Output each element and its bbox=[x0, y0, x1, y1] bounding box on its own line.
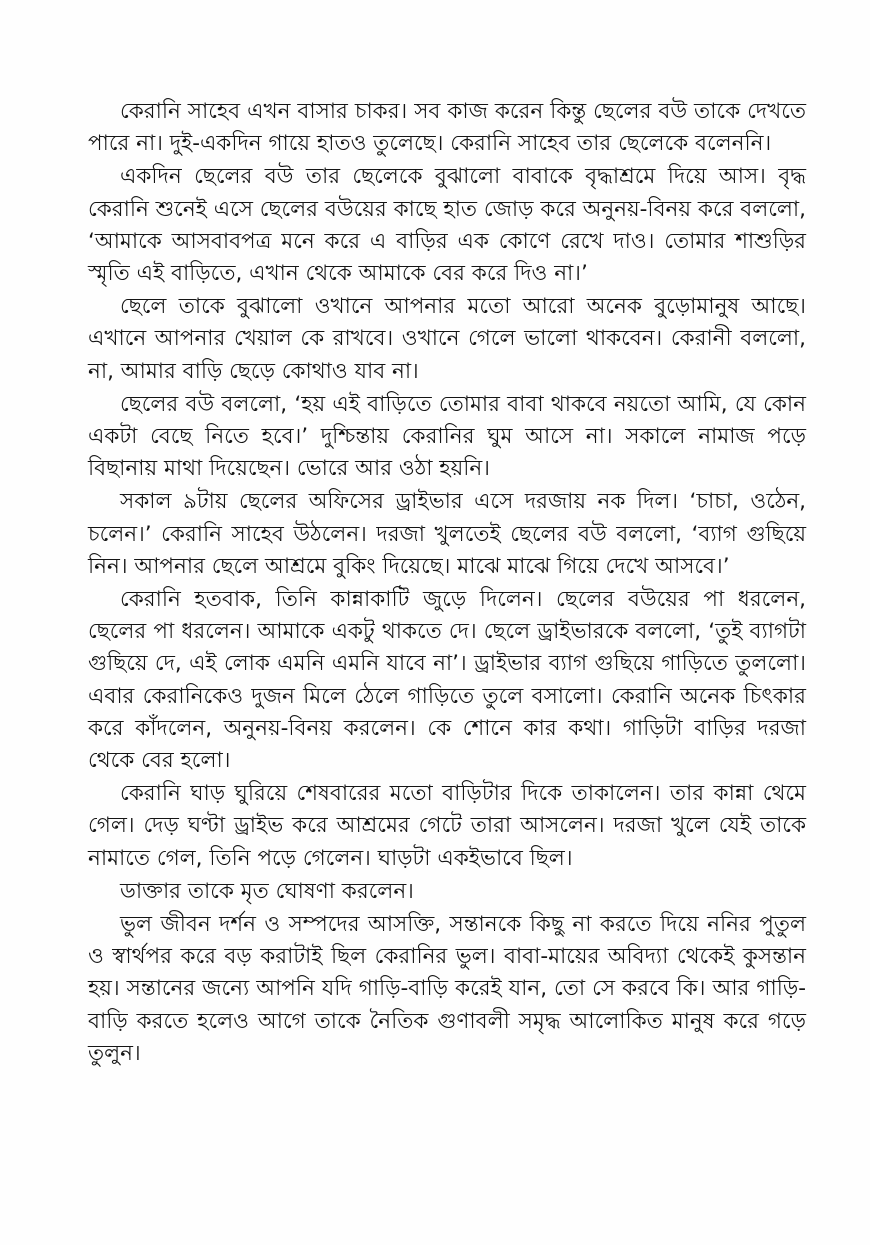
paragraph-3: ছেলে তাকে বুঝালো ওখানে আপনার মতো আরো অনেক বুড়োমানুষ আছে। এখানে আপনার খেয়াল কে রাখবে। ওখানে গেলে ভালো থাকবেন। কেরানী বললো, না, আমার বাড়ি ছেড়ে কোথাও যাব না। bbox=[88, 294, 806, 384]
paragraph-6: কেরানি হতবাক, তিনি কান্নাকাটি জুড়ে দিলেন। ছেলের বউয়ের পা ধরলেন, ছেলের পা ধরলেন। আমাকে একটু থাকতে দে। ছেলে ড্রাইভারকে বললো, ‘তুই ব্যাগটা গুছিয়ে দে, এই লোক এমনি এমনি যাবে না’। ড্রাইভার ব্যাগ গুছিয়ে গাড়িতে তুললো। এবার কেরানিকেও দুজন মিলে ঠেলে গাড়িতে তুলে বসালো। কেরানি অনেক চিৎকার করে কাঁদলেন, অনুনয়-বিনয় করলেন। কে শোনে কার কথা। গাড়িটা বাড়ির দরজা থেকে বের হলো। bbox=[88, 587, 806, 774]
paragraph-5: সকাল ৯টায় ছেলের অফিসের ড্রাইভার এসে দরজায় নক দিল। ‘চাচা, ওঠেন, চলেন।’ কেরানি সাহেব উঠলেন। দরজা খুলতেই ছেলের বউ বললো, ‘ব্যাগ গুছিয়ে নিন। আপনার ছেলে আশ্রমে বুকিং দিয়েছে। মাঝে মাঝে গিয়ে দেখে আসবে।’ bbox=[88, 489, 806, 579]
page-body bbox=[88, 96, 806, 1071]
paragraph-7: কেরানি ঘাড় ঘুরিয়ে শেষবারের মতো বাড়িটার দিকে তাকালেন। তার কান্না থেমে গেল। দেড় ঘণ্টা ড্রাইভ করে আশ্রমের গেটে তারা আসলেন। দরজা খুলে যেই তাকে নামাতে গেল, তিনি পড়ে গেলেন। ঘাড়টা একইভাবে ছিল। bbox=[88, 781, 806, 871]
paragraph-2: একদিন ছেলের বউ তার ছেলেকে বুঝালো বাবাকে বৃদ্ধাশ্রমে দিয়ে আস। বৃদ্ধ কেরানি শুনেই এসে ছেলের বউয়ের কাছে হাত জোড় করে অনুনয়-বিনয় করে বললো, ‘আমাকে আসবাবপত্র মনে করে এ বাড়ির এক কোণে রেখে দাও। তোমার শাশুড়ির স্মৃতি এই বাড়িতে, এখান থেকে আমাকে বের করে দিও না।’ bbox=[88, 164, 806, 287]
paragraph-8: ডাক্তার তাকে মৃত ঘোষণা করলেন। bbox=[120, 878, 414, 904]
paragraph-9: ভুল জীবন দর্শন ও সম্পদের আসক্তি, সন্তানকে কিছু না করতে দিয়ে ননির পুতুল ও স্বার্থপর করে বড় করাটাই ছিল কেরানির ভুল। বাবা-মায়ের অবিদ্যা থেকেই কুসন্তান হয়। সন্তানের জন্যে আপনি যদি গাড়ি-বাড়ি করেই যান, তো সে করবে কি। আর গাড়ি-বাড়ি করতে হলেও আগে তাকে নৈতিক গুণাবলী সমৃদ্ধ আলোকিত মানুষ করে গড়ে তুলুন। bbox=[88, 912, 806, 1066]
paragraph-1: কেরানি সাহেব এখন বাসার চাকর। সব কাজ করেন কিন্তু ছেলের বউ তাকে দেখতে পারে না। দুই-একদিন গায়ে হাতও তুলেছে। কেরানি সাহেব তার ছেলেকে বলেননি। bbox=[88, 99, 806, 157]
paragraph-4: ছেলের বউ বললো, ‘হয় এই বাড়িতে তোমার বাবা থাকবে নয়তো আমি, যে কোন একটা বেছে নিতে হবে।’ দুশ্চিন্তায় কেরানির ঘুম আসে না। সকালে নামাজ পড়ে বিছানায় মাথা দিয়েছেন। ভোরে আর ওঠা হয়নি। bbox=[88, 391, 806, 482]
